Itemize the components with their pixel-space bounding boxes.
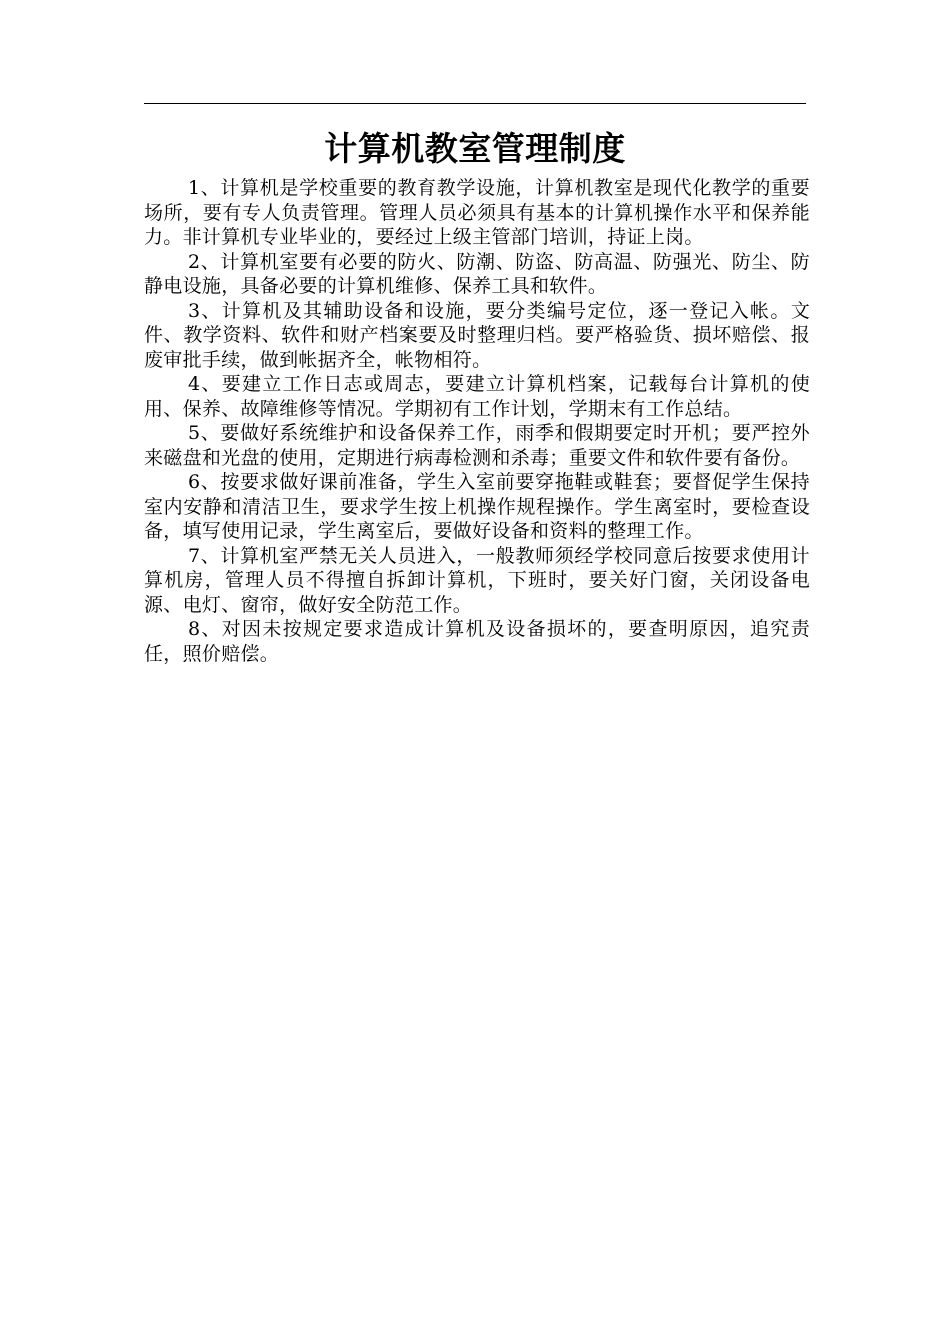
paragraph-2: 2、计算机室要有必要的防火、防潮、防盗、防高温、防强光、防尘、防静电设施，具备必要的计算机维修、保养工具和软件。: [144, 250, 810, 297]
paragraph-7: 7、计算机室严禁无关人员进入，一般教师须经学校同意后按要求使用计算机房，管理人员不得擅自拆卸计算机，下班时，要关好门窗，关闭设备电源、电灯、窗帘，做好安全防范工作。: [144, 544, 810, 616]
paragraph-4: 4、要建立工作日志或周志，要建立计算机档案，记载每台计算机的使用、保养、故障维修等情况。学期初有工作计划，学期末有工作总结。: [144, 373, 810, 420]
document-body: [144, 176, 810, 666]
header-rule: [144, 103, 806, 104]
paragraph-8: 8、对因未按规定要求造成计算机及设备损坏的，要查明原因，追究责任，照价赔偿。: [144, 618, 810, 665]
paragraph-3: 3、计算机及其辅助设备和设施，要分类编号定位，逐一登记入帐。文件、教学资料、软件和财产档案要及时整理归档。要严格验货、损坏赔偿、报废审批手续，做到帐据齐全，帐物相符。: [144, 299, 810, 371]
paragraph-1: 1、计算机是学校重要的教育教学设施，计算机教室是现代化教学的重要场所，要有专人负责管理。管理人员必须具有基本的计算机操作水平和保养能力。非计算机专业毕业的，要经过上级主管部门培训，持证上岗。: [144, 177, 810, 248]
paragraph-5: 5、要做好系统维护和设备保养工作，雨季和假期要定时开机；要严控外来磁盘和光盘的使用，定期进行病毒检测和杀毒；重要文件和软件要有备份。: [144, 422, 810, 469]
document-title: 计算机教室管理制度: [324, 129, 626, 168]
paragraph-6: 6、按要求做好课前准备，学生入室前要穿拖鞋或鞋套；要督促学生保持室内安静和清洁卫生，要求学生按上机操作规程操作。学生离室时，要检查设备，填写使用记录，学生离室后，要做好设备和资料的整理工作。: [144, 471, 810, 542]
